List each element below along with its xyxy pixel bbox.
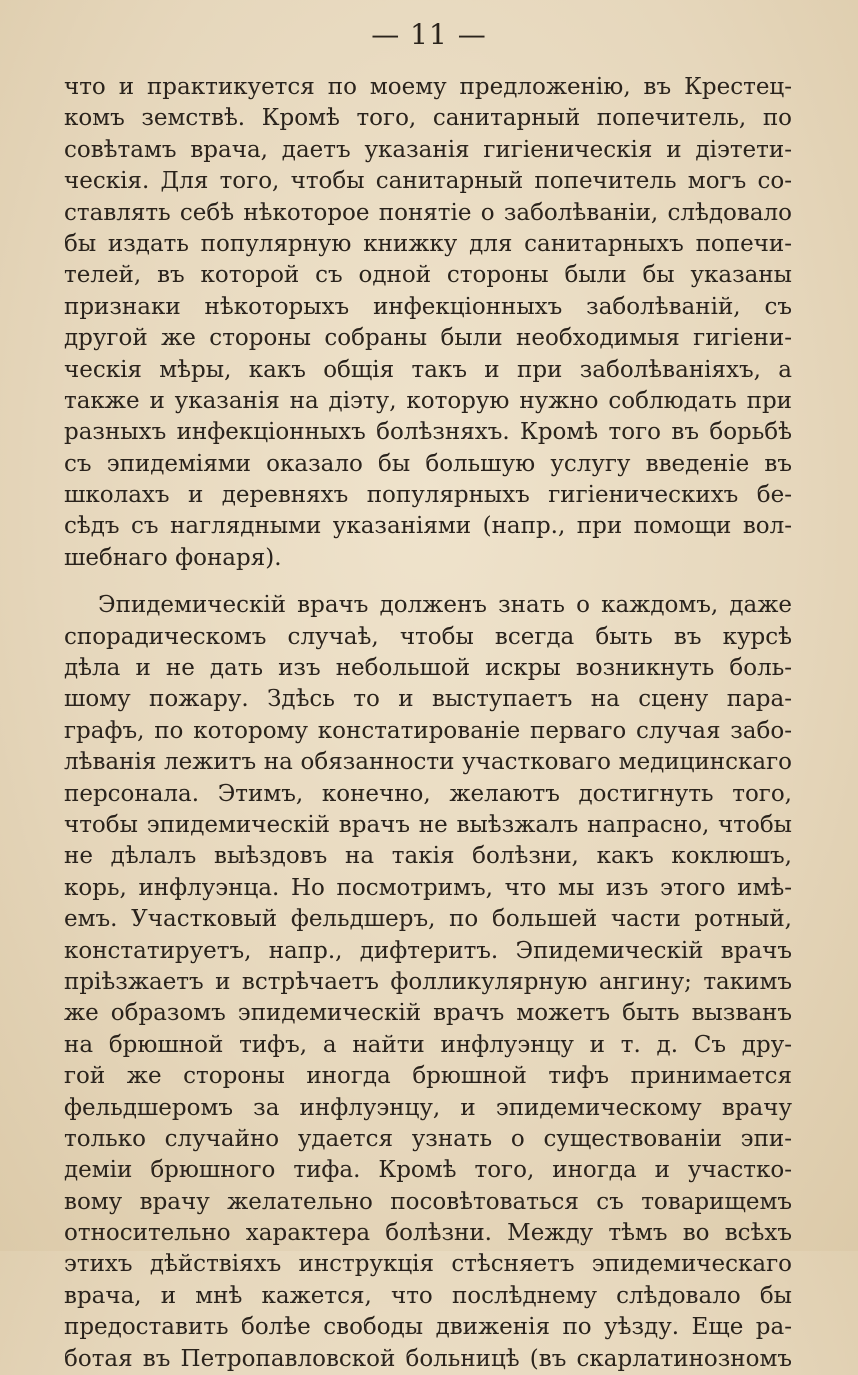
text-line: что и практикуется по моему предложенію, въ Крестец- xyxy=(64,74,792,100)
text-line: разныхъ инфекціонныхъ болѣзняхъ. Кромѣ того въ борьбѣ xyxy=(64,419,792,446)
text-line: школахъ и деревняхъ популярныхъ гигіеническихъ бе- xyxy=(64,482,792,509)
text-line: констатируетъ, напр., дифтеритъ. Эпидемическій врачъ xyxy=(64,937,792,964)
text-line: Эпидемическій врачъ долженъ знать о каждомъ, даже xyxy=(98,592,792,619)
text-line: же образомъ эпидемическій врачъ можетъ быть вызванъ xyxy=(64,1000,792,1027)
paragraph xyxy=(64,590,792,1375)
text-line: ческія мѣры, какъ общія такъ и при заболѣваніяхъ, а xyxy=(64,356,792,383)
text-line: относительно характера болѣзни. Между тѣмъ во всѣхъ xyxy=(64,1220,792,1247)
text-line: лѣванія лежитъ на обязанности участковаго медицинскаго xyxy=(64,749,792,776)
text-line: ботая въ Петропавловской больницѣ (въ скарлатинозномъ xyxy=(64,1345,792,1372)
text-line: сѣдъ съ наглядными указаніями (напр., при помощи вол- xyxy=(64,513,792,540)
text-line: графъ, по которому констатированіе перваго случая забо- xyxy=(64,717,792,744)
text-line: шебнаго фонаря). xyxy=(64,544,282,571)
text-line: ставлять себѣ нѣкоторое понятіе о заболѣваніи, слѣдовало xyxy=(64,199,792,226)
text-line: также и указанія на діэту, которую нужно соблюдать при xyxy=(64,387,792,414)
text-line: дѣла и не дать изъ небольшой искры возникнуть боль- xyxy=(64,655,792,682)
text-line: вому врачу желательно посовѣтоваться съ товарищемъ xyxy=(64,1188,792,1215)
text-line: совѣтамъ врача, даетъ указанія гигіеническія и діэтети- xyxy=(64,136,792,163)
text-line: бы издать популярную книжку для санитарныхъ попечи- xyxy=(64,230,792,257)
body-text xyxy=(64,72,792,1375)
text-line: на брюшной тифъ, а найти инфлуэнцу и т. д. Съ дру- xyxy=(64,1031,792,1058)
text-line: шому пожару. Здѣсь то и выступаетъ на сцену пара- xyxy=(64,686,792,713)
text-line: не дѣлалъ выѣздовъ на такія болѣзни, какъ коклюшъ, xyxy=(64,843,792,870)
text-line: врача, и мнѣ кажется, что послѣднему слѣдовало бы xyxy=(64,1282,792,1309)
text-line: корь, инфлуэнца. Но посмотримъ, что мы изъ этого имѣ- xyxy=(64,874,792,901)
text-line: фельдшеромъ за инфлуэнцу, и эпидемическому врачу xyxy=(64,1094,792,1121)
text-line: персонала. Этимъ, конечно, желаютъ достигнуть того, xyxy=(64,780,792,807)
text-line: телей, въ которой съ одной стороны были бы указаны xyxy=(64,262,792,289)
page-number: — 11 — xyxy=(371,18,487,51)
text-line: спорадическомъ случаѣ, чтобы всегда быть въ курсѣ xyxy=(64,623,792,650)
text-line: съ эпидеміями оказало бы большую услугу введеніе въ xyxy=(64,450,792,477)
text-line: ческія. Для того, чтобы санитарный попечитель могъ со- xyxy=(64,168,792,195)
text-line: другой же стороны собраны были необходимыя гигіени- xyxy=(64,325,792,352)
paragraph xyxy=(64,72,792,574)
text-line: пріѣзжаетъ и встрѣчаетъ фолликулярную ангину; такимъ xyxy=(64,968,792,995)
text-line: емъ. Участковый фельдшеръ, по большей части ротный, xyxy=(64,906,792,933)
text-line: гой же стороны иногда брюшной тифъ принимается xyxy=(64,1063,792,1090)
text-line: комъ земствѣ. Кромѣ того, санитарный попечитель, по xyxy=(64,105,792,132)
text-line: чтобы эпидемическій врачъ не выѣзжалъ напрасно, чтобы xyxy=(64,811,792,838)
text-line: только случайно удается узнать о существованіи эпи- xyxy=(64,1125,792,1152)
text-line: деміи брюшного тифа. Кромѣ того, иногда и участко- xyxy=(64,1157,792,1184)
text-line: этихъ дѣйствіяхъ инструкція стѣсняетъ эпидемическаго xyxy=(64,1251,792,1278)
text-line: признаки нѣкоторыхъ инфекціонныхъ заболѣваній, съ xyxy=(64,293,792,320)
text-line: предоставить болѣе свободы движенія по уѣзду. Еще ра- xyxy=(64,1314,792,1341)
